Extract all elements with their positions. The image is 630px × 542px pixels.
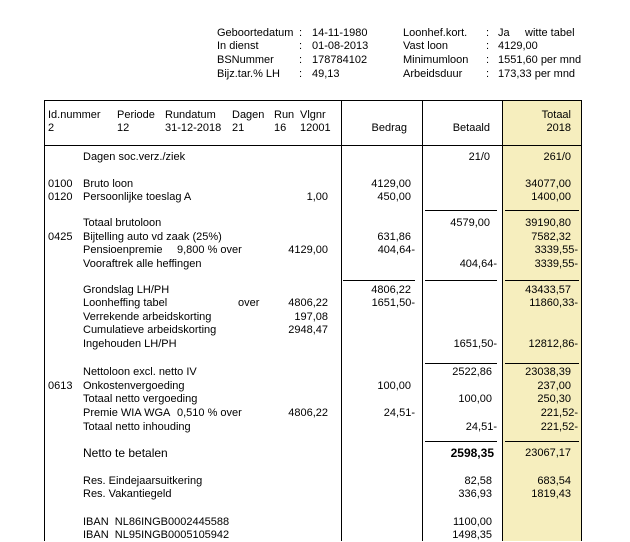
col-rundatum-value: 31-12-2018 (165, 122, 222, 134)
row-13-bedrag: 100,00 (377, 380, 411, 392)
col-totaal-year: 2018 (546, 122, 571, 134)
row-16-betaald: 24,51- (465, 421, 497, 433)
row-8-extra: over (238, 297, 260, 309)
col-dagen-label: Dagen (232, 109, 265, 121)
row-15-extra: 0,510 % over (177, 407, 242, 419)
col-betaald-header: Betaald (452, 122, 490, 134)
col-dagen-value: 21 (232, 122, 245, 134)
row-9-amount: 197,08 (294, 311, 328, 323)
row-7-totaal: 43433,57 (525, 284, 571, 296)
row-10-amount: 2948,47 (288, 324, 328, 336)
header-right-label-1: Vast loon (403, 40, 449, 52)
row-6-totaal: 3339,55- (534, 258, 578, 270)
sep-betaald-2 (425, 280, 497, 281)
col-totaal-header: Totaal (541, 109, 571, 121)
row-18-betaald: 82,58 (464, 475, 492, 487)
row-17-betaald: 2598,35 (450, 446, 494, 460)
header-left-value-3: 49,13 (312, 68, 340, 80)
header-left-value-2: 178784102 (312, 54, 368, 66)
left-border (44, 100, 45, 541)
row-1-code: 0100 (48, 178, 73, 190)
row-11-desc: Ingehouden LH/PH (83, 338, 177, 350)
row-6-betaald: 404,64- (459, 258, 497, 270)
col-vlgnr-label: Vlgnr (300, 109, 326, 121)
row-0-desc: Dagen soc.verz./ziek (83, 151, 186, 163)
header-right-label-2: Minimumloon (403, 54, 469, 66)
row-17-desc: Netto te betalen (83, 446, 168, 460)
header-left-sep-0: : (299, 27, 303, 39)
sep-totaal-2 (505, 280, 579, 281)
row-18-totaal: 683,54 (537, 475, 571, 487)
header-left-sep-2: : (299, 54, 303, 66)
row-10-desc: Cumulatieve arbeidskorting (83, 324, 217, 336)
row-2-totaal: 1400,00 (531, 191, 571, 203)
header-left-sep-1: : (299, 40, 303, 52)
row-20-desc: IBAN NL86INGB0002445588 (83, 516, 230, 528)
col-periode-value: 12 (117, 122, 130, 134)
row-2-bedrag: 450,00 (377, 191, 411, 203)
col-periode-label: Periode (117, 109, 155, 121)
row-9-desc: Verrekende arbeidskorting (83, 311, 212, 323)
row-11-totaal: 12812,86- (528, 338, 578, 350)
row-4-bedrag: 631,86 (377, 231, 411, 243)
row-4-totaal: 7582,32 (531, 231, 571, 243)
row-16-totaal: 221,52- (540, 421, 578, 433)
row-5-desc: Pensioenpremie (83, 244, 163, 256)
row-19-totaal: 1819,43 (531, 488, 571, 500)
row-17-totaal: 23067,17 (525, 447, 571, 459)
row-19-betaald: 336,93 (458, 488, 492, 500)
header-right-value-2: 1551,60 per mnd (498, 54, 582, 66)
row-15-desc: Premie WIA WGA (83, 407, 171, 419)
row-0-totaal: 261/0 (543, 151, 571, 163)
header-right-sep-3: : (486, 68, 490, 80)
sep-bedrag-2 (343, 280, 415, 281)
row-3-betaald: 4579,00 (450, 217, 490, 229)
row-8-amount: 4806,22 (288, 297, 328, 309)
row-18-desc: Res. Eindejaarsuitkering (83, 475, 203, 487)
header-left-value-1: 01-08-2013 (312, 40, 369, 52)
row-21-desc: IBAN NL95INGB0005105942 (83, 529, 230, 541)
row-3-desc: Totaal brutoloon (83, 217, 162, 229)
row-2-desc: Persoonlijke toeslag A (83, 191, 192, 203)
header-left-value-0: 14-11-1980 (312, 27, 368, 39)
row-7-bedrag: 4806,22 (371, 284, 411, 296)
sep-totaal-4 (505, 441, 579, 442)
row-5-totaal: 3339,55- (534, 244, 578, 256)
header-right-value-1: 4129,00 (498, 40, 538, 52)
row-2-amount: 1,00 (306, 191, 328, 203)
row-4-desc: Bijtelling auto vd zaak (25%) (83, 231, 222, 243)
row-5-amount: 4129,00 (288, 244, 328, 256)
row-5-extra: 9,800 % over (177, 244, 242, 256)
divider-bedrag (341, 100, 342, 541)
row-4-code: 0425 (48, 231, 73, 243)
row-1-desc: Bruto loon (83, 178, 134, 190)
col-vlgnr-value: 12001 (300, 122, 331, 134)
header-right-value-3: 173,33 per mnd (498, 68, 576, 80)
row-14-totaal: 250,30 (537, 393, 571, 405)
row-12-desc: Nettoloon excl. netto IV (83, 366, 197, 378)
row-15-totaal: 221,52- (540, 407, 578, 419)
col-id-label: Id.nummer (48, 109, 101, 121)
col-run-value: 16 (274, 122, 287, 134)
row-14-desc: Totaal netto vergoeding (83, 393, 198, 405)
row-14-betaald: 100,00 (458, 393, 492, 405)
header-right-label-0: Loonhef.kort. (403, 27, 468, 39)
sep-totaal-1 (505, 210, 579, 211)
header-left-sep-3: : (299, 68, 303, 80)
row-21-betaald: 1498,35 (452, 529, 492, 541)
col-id-value: 2 (48, 122, 55, 134)
col-run-label: Run (274, 109, 295, 121)
row-1-bedrag: 4129,00 (371, 178, 411, 190)
row-1-totaal: 34077,00 (525, 178, 571, 190)
sep-betaald-3 (425, 363, 497, 364)
row-19-desc: Res. Vakantiegeld (83, 488, 172, 500)
row-8-bedrag: 1651,50- (371, 297, 415, 309)
header-left-label-1: In dienst (217, 40, 259, 52)
row-8-desc: Loonheffing tabel (83, 297, 168, 309)
header-left-label-2: BSNummer (217, 54, 274, 66)
header-right-value-0: Ja (498, 27, 510, 39)
header-right-label-3: Arbeidsduur (403, 68, 463, 80)
divider-betaald (422, 100, 423, 541)
row-0-betaald: 21/0 (468, 151, 490, 163)
sep-totaal-3 (505, 363, 579, 364)
row-2-code: 0120 (48, 191, 73, 203)
row-8-totaal: 11860,33- (529, 297, 578, 309)
col-rundatum-label: Rundatum (165, 109, 216, 121)
header-right-extra-0: witte tabel (525, 27, 575, 39)
row-12-totaal: 23038,39 (525, 366, 571, 378)
sep-betaald-4 (425, 441, 497, 442)
col-bedrag-header: Bedrag (371, 122, 407, 134)
row-11-betaald: 1651,50- (453, 338, 497, 350)
row-5-bedrag: 404,64- (377, 244, 415, 256)
header-right-sep-0: : (486, 27, 490, 39)
row-13-code: 0613 (48, 380, 73, 392)
header-right-sep-2: : (486, 54, 490, 66)
row-13-totaal: 237,00 (537, 380, 571, 392)
row-16-desc: Totaal netto inhouding (83, 421, 191, 433)
header-left-label-0: Geboortedatum (217, 27, 294, 39)
sep-betaald-1 (425, 210, 497, 211)
header-right-sep-1: : (486, 40, 490, 52)
row-15-amount: 4806,22 (288, 407, 328, 419)
row-20-betaald: 1100,00 (453, 516, 492, 528)
row-6-desc: Vooraftrek alle heffingen (83, 258, 202, 270)
row-13-desc: Onkostenvergoeding (83, 380, 185, 392)
row-12-betaald: 2522,86 (452, 366, 492, 378)
header-left-label-3: Bijz.tar.% LH (217, 68, 280, 80)
right-border (581, 100, 582, 541)
row-7-desc: Grondslag LH/PH (83, 284, 170, 296)
row-3-totaal: 39190,80 (525, 217, 571, 229)
row-15-bedrag: 24,51- (383, 407, 415, 419)
